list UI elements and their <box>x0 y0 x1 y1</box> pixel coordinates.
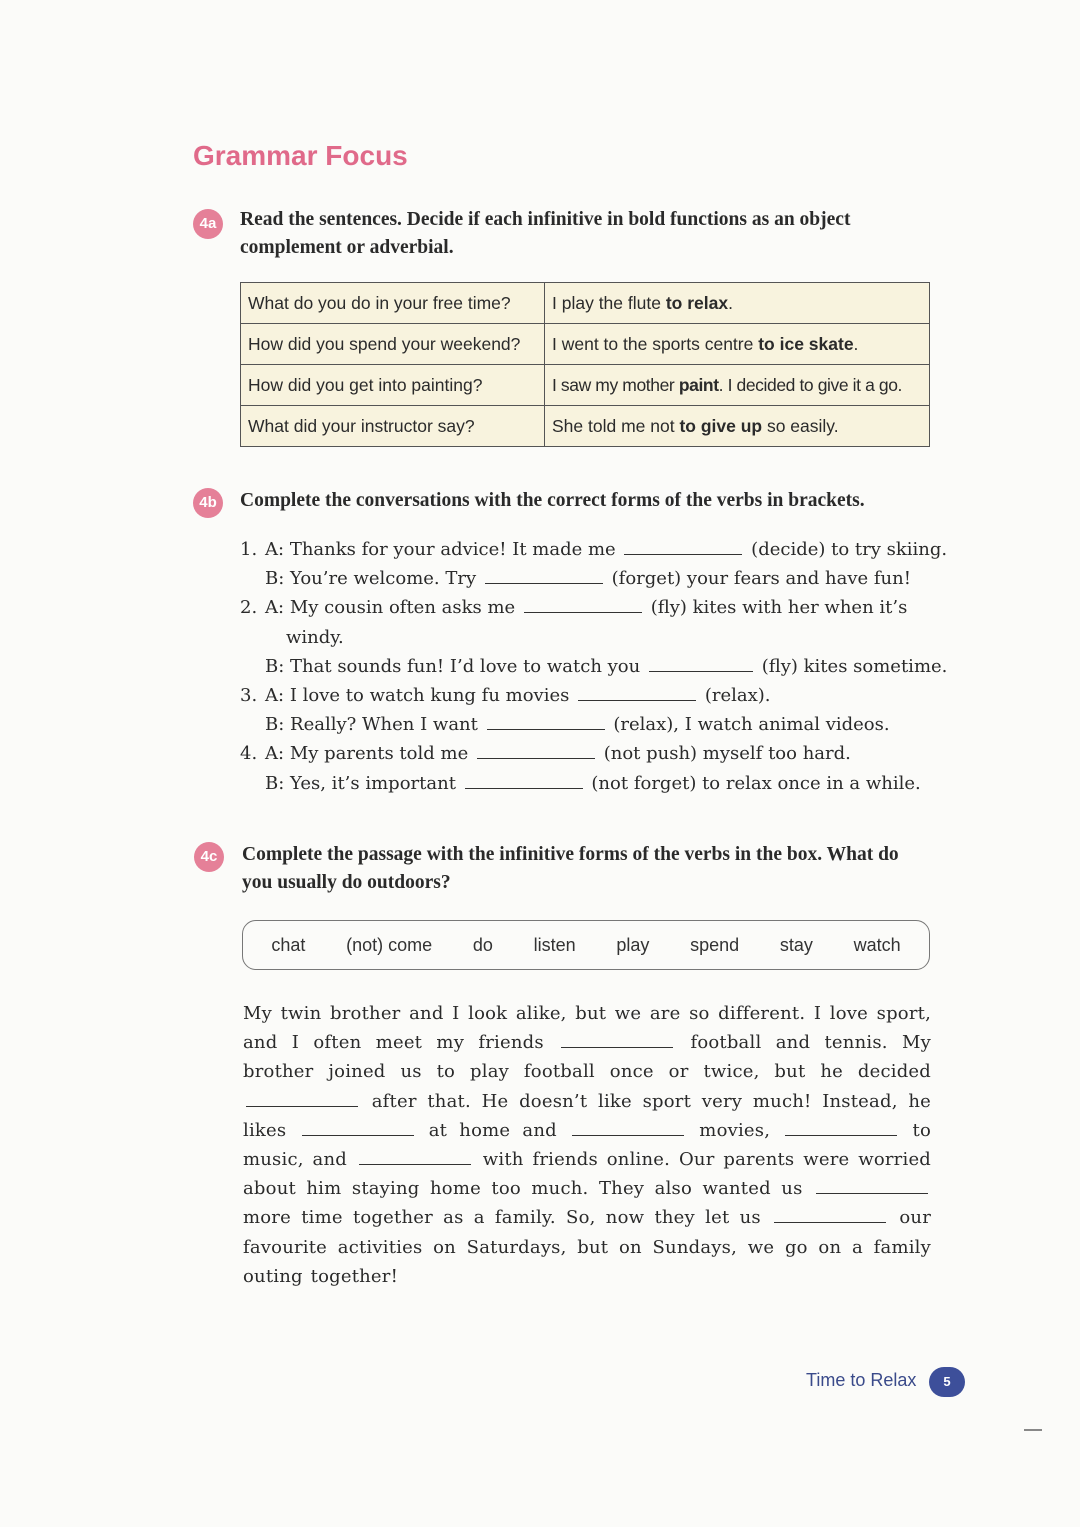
answer-blank[interactable] <box>465 770 583 789</box>
answer-blank[interactable] <box>524 594 642 613</box>
exercise-4b-instruction: Complete the conversations with the correct forms of the verbs in brackets. <box>240 490 865 511</box>
conversation-line: windy. <box>286 626 344 648</box>
bold-infinitive: to relax <box>665 292 729 313</box>
answer-cell: I went to the sports centre to ice skate. <box>545 324 930 365</box>
conversation-line: 2. A: My cousin often asks me (fly) kites with her when it’s <box>240 593 940 622</box>
answer-cell: I play the flute to relax. <box>545 283 930 324</box>
conversation-line: 3. A: I love to watch kung fu movies (relax). <box>240 681 940 710</box>
conversation-line: B: That sounds fun! I’d love to watch you (fly) kites sometime. <box>240 652 940 681</box>
table-row <box>241 283 930 324</box>
table-row <box>241 324 930 365</box>
conversation-line: B: Yes, it’s important (not forget) to relax once in a while. <box>240 769 940 798</box>
exercise-4a-table <box>240 282 930 447</box>
word-option: listen <box>533 934 576 955</box>
answer-blank[interactable] <box>246 1088 358 1107</box>
conversation-line: 1. A: Thanks for your advice! It made me (decide) to try skiing. <box>240 535 940 564</box>
answer-blank[interactable] <box>477 740 595 759</box>
table-row <box>241 365 930 406</box>
conversation-line: B: You’re welcome. Try (forget) your fears and have fun! <box>240 564 940 593</box>
word-option: watch <box>853 934 901 955</box>
word-option: (not) come <box>346 934 433 955</box>
word-option: chat <box>271 934 306 955</box>
question-cell: How did you spend your weekend? <box>241 324 545 365</box>
answer-cell: She told me not to give up so easily. <box>545 406 930 447</box>
conversation-line: B: Really? When I want (relax), I watch animal videos. <box>240 710 940 739</box>
answer-blank[interactable] <box>624 536 742 555</box>
page-number: 5 <box>929 1367 965 1397</box>
word-option: spend <box>690 934 740 955</box>
bold-infinitive: to ice skate <box>758 333 854 354</box>
answer-blank[interactable] <box>302 1117 414 1136</box>
exercise-4a-instruction: Read the sentences. Decide if each infinitive in bold functions as an object complement or adverbial. <box>240 209 851 258</box>
conversations <box>240 535 948 798</box>
answer-blank[interactable] <box>785 1117 897 1136</box>
exercise-badge-4b: 4b <box>193 488 223 518</box>
question-cell: What do you do in your free time? <box>241 283 545 324</box>
passage: My twin brother and I look alike, but we are so different. I love sport, and I often meet my friends football and tennis. My brother joined us to play football once or twice, but he decided after that. He doesn’t like sport very much! Instead, he likes at home and movies, to music, and with friends online. Our parents were worried about him staying home too much. They also wanted us more time together as a family. So, now they let us our favourite activities on Saturdays, but on Sundays, we go on a family outing together! <box>243 1003 932 1287</box>
footer-unit-title: Time to Relax <box>806 1370 917 1390</box>
exercise-badge-4c: 4c <box>194 842 224 872</box>
word-option: play <box>616 934 650 955</box>
conversation-line: 4. A: My parents told me (not push) myself too hard. <box>240 739 940 768</box>
answer-blank[interactable] <box>359 1146 471 1165</box>
answer-blank[interactable] <box>649 653 753 672</box>
answer-blank[interactable] <box>487 711 605 730</box>
answer-blank[interactable] <box>561 1029 673 1048</box>
edge-mark <box>1024 1429 1042 1431</box>
table-row <box>241 406 930 447</box>
question-cell: How did you get into painting? <box>241 365 545 406</box>
word-box <box>242 920 930 970</box>
answer-blank[interactable] <box>774 1204 886 1223</box>
bold-infinitive: to give up <box>679 415 763 436</box>
answer-blank[interactable] <box>816 1175 928 1194</box>
bold-infinitive: paint <box>678 374 719 395</box>
answer-blank[interactable] <box>578 682 696 701</box>
answer-blank[interactable] <box>572 1117 684 1136</box>
answer-cell: I saw my mother paint. I decided to give it a go. <box>545 365 930 406</box>
word-option: do <box>472 934 493 955</box>
question-cell: What did your instructor say? <box>241 406 545 447</box>
answer-blank[interactable] <box>485 565 603 584</box>
word-option: stay <box>779 934 813 955</box>
page-title: Grammar Focus <box>193 140 408 171</box>
exercise-badge-4a: 4a <box>193 209 223 239</box>
exercise-4c-instruction: Complete the passage with the infinitive forms of the verbs in the box. What do you usually do outdoors? <box>242 844 899 893</box>
